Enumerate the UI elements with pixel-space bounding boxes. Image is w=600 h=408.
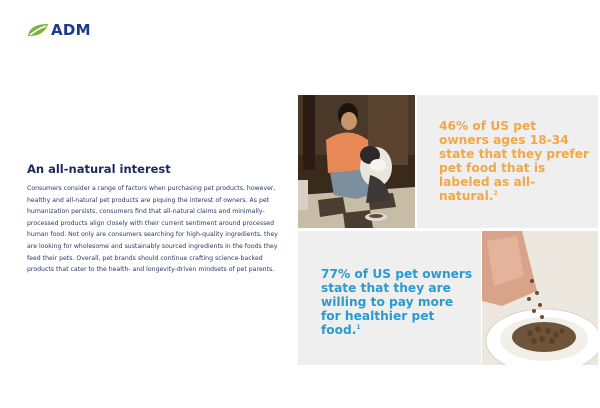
pet-food-bowl-photo: [482, 231, 598, 365]
logo-text: ADM: [51, 21, 91, 39]
stat-text-46: 46% of US pet owners ages 18-34 state that they prefer pet food that is labeled as all-natural.$^2$: [439, 119, 589, 203]
stat-text-77: 77% of US pet owners state that they are willing to pay more for healthier pet food.$^1$: [321, 267, 473, 337]
stat-card-77: [298, 231, 481, 365]
footnote-1: 1: [356, 323, 361, 331]
section-body: Consumers consider a range of factors when purchasing pet products, however, healthy and all-natural pet products are piquing the interest of owners. As pet humanization persists, consumers find that all-natural claims and minimally-processed products align closely with their current sentiment around processed human food. Not only are consumers searching for high-quality ingredients, they are looking for wholesome and sustainably sourced ingredients in the foods they feed their pets. Overall, pet brands should continue crafting science-backed products that cater to the health- and longevity-driven mindsets of pet parents.: [27, 185, 278, 274]
adm-logo: [27, 21, 91, 39]
man-with-dog-photo: [298, 95, 415, 228]
footnote-2: 2: [493, 189, 498, 197]
stat-card-46: [417, 95, 598, 228]
leaf-icon: [27, 23, 49, 37]
section-heading: An all-natural interest: [27, 162, 171, 176]
